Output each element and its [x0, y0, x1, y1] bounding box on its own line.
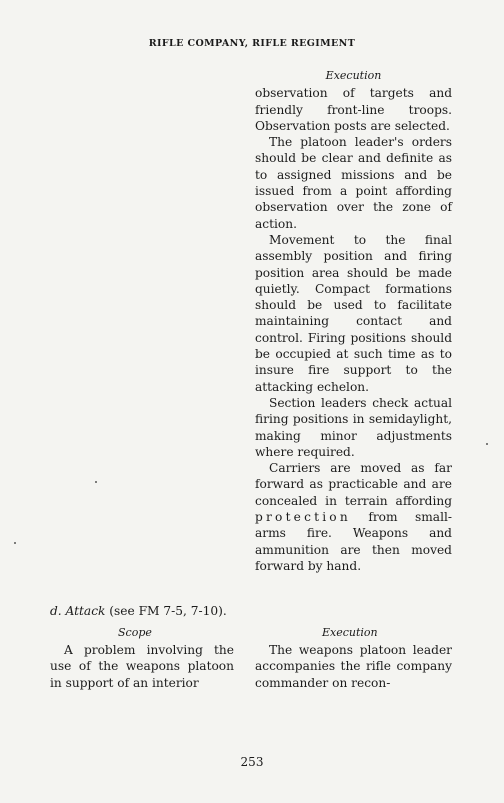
- paragraph-observation: observation of targets and friendly front-line troops. Observation posts are selected.: [255, 86, 452, 133]
- attack-heading: [50, 604, 227, 618]
- paragraph-movement: Movement to the final assembly position and firing position area should be made quietly. Compact formations should be used to facilitate maintaining contact and control. Firing positions should be occupied at such time as to insure fire support to the attacking echelon.: [255, 232, 452, 394]
- execution-paragraph: The weapons platoon leader accompanies the rifle company commander on recon-: [255, 643, 452, 690]
- execution-column-2: [255, 642, 452, 691]
- paragraph-orders: The platoon leader's orders should be clear and definite as to assigned missions and be issued from a point affording observation over the zone of action.: [255, 135, 452, 231]
- carriers-text-start: Carriers are moved as far forward as practicable and are concealed in terrain affording: [255, 461, 452, 508]
- scan-speck: [14, 542, 16, 544]
- scope-heading: Scope: [118, 626, 152, 639]
- execution-heading: Execution: [325, 69, 382, 82]
- paragraph-carriers: [255, 460, 452, 574]
- paragraph-section-leaders: Section leaders check actual firing positions in semidaylight, making minor adjustments where required.: [255, 395, 452, 459]
- carriers-spaced-word: protection: [255, 510, 351, 525]
- attack-label: d. Attack: [50, 604, 106, 618]
- scope-paragraph: A problem involving the use of the weapons platoon in support of an interior: [50, 643, 234, 690]
- carriers-text-end: from small-arms fire. Weapons and ammunition are then moved forward by hand.: [255, 510, 452, 573]
- scan-speck: [486, 443, 488, 445]
- running-header: RIFLE COMPANY, RIFLE REGIMENT: [148, 38, 356, 49]
- page-number: 253: [240, 755, 264, 769]
- scope-column: [50, 642, 234, 691]
- execution-column: [255, 68, 452, 574]
- execution-heading-2: Execution: [322, 626, 378, 639]
- attack-reference: (see FM 7-5, 7-10).: [109, 604, 227, 618]
- scan-speck: [95, 481, 97, 483]
